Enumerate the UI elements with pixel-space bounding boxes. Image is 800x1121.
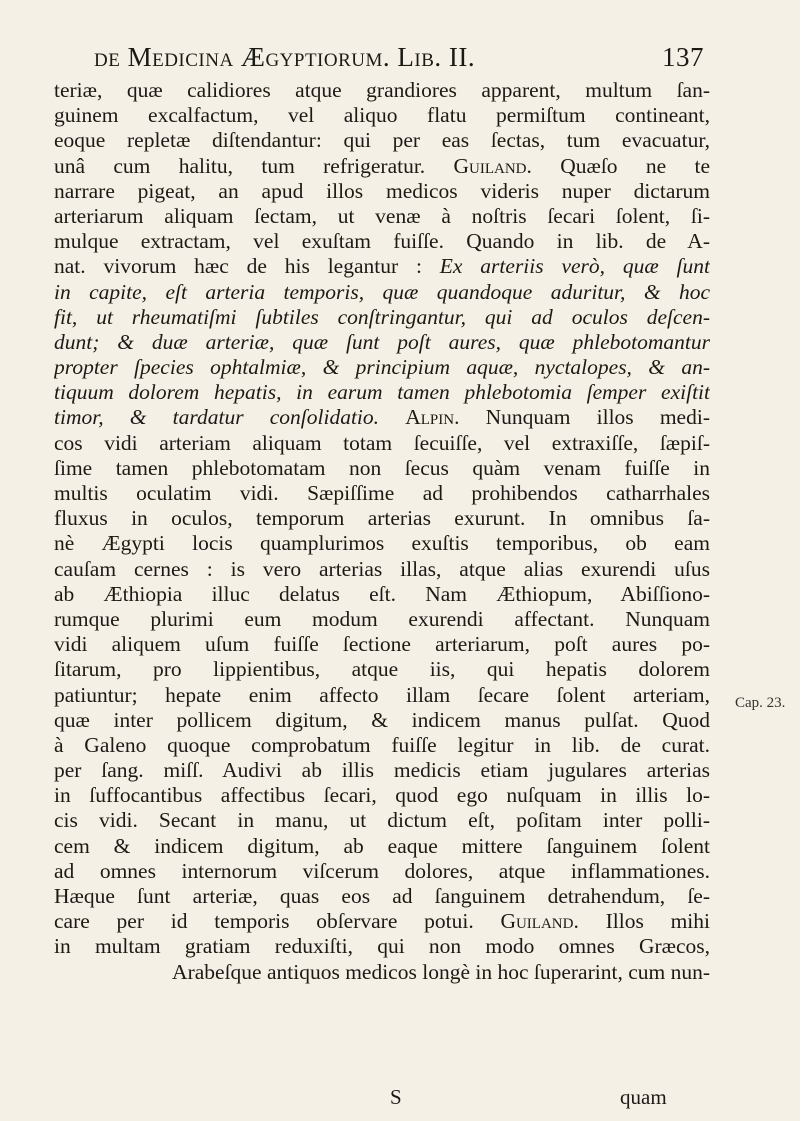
text-segment: nè Ægypti locis quamplurimos exuſtis temporibus, ob eam <box>54 531 710 556</box>
text-segment: rumque plurimi eum modum exurendi affectant. Nunquam <box>54 606 710 631</box>
text-line <box>54 758 710 783</box>
running-head-title: de Medicina Ægyptiorum. Lib. II. <box>94 42 476 72</box>
text-line <box>54 859 710 884</box>
text-segment: in ſuffocantibus affectibus ſecari, quod ego nuſquam in illis lo- <box>54 783 710 808</box>
text-line <box>54 154 710 179</box>
signature-mark: S <box>390 1085 402 1109</box>
text-line <box>54 380 710 405</box>
text-line <box>54 808 710 833</box>
speaker-name: Alpin. <box>405 405 460 430</box>
text-line <box>54 330 710 355</box>
catchword: quam <box>620 1085 667 1109</box>
text-segment: mulque extractam, vel exuſtam fuiſſe. Quando in lib. de A- <box>54 229 710 254</box>
text-segment: Ex arteriis verò, quæ ſunt <box>439 254 710 279</box>
text-line <box>54 128 710 153</box>
text-line <box>54 909 710 934</box>
speaker-name: Guiland. <box>453 153 532 178</box>
text-line <box>54 103 710 128</box>
text-segment: fluxus in oculos, temporum arterias exurunt. In omnibus ſa- <box>54 506 710 531</box>
page-number: 137 <box>662 42 704 72</box>
text-segment: propter ſpecies ophtalmiæ, & principium aquæ, nyctalopes, & an- <box>54 355 710 380</box>
text-line <box>54 431 710 456</box>
text-segment: ſime tamen phlebotomatam non ſecus quàm venam fuiſſe in <box>54 455 710 480</box>
text-line <box>54 204 710 229</box>
text-segment: Arabeſque antiquos medicos longè in hoc ſuperarint, cum nun- <box>172 959 710 984</box>
text-segment: quæ inter pollicem digitum, & indicem manus pulſat. Quod <box>54 707 710 732</box>
text-segment: ſitarum, pro lippientibus, atque iis, qui hepatis dolorem <box>54 657 710 682</box>
text-segment: tiquum dolorem hepatis, in earum tamen phlebotomia ſemper exiſtit <box>54 380 710 405</box>
text-segment: cis vidi. Secant in manu, ut dictum eſt, poſitam inter polli- <box>54 808 710 833</box>
text-segment: patiuntur; hepate enim affecto illam ſecare ſolent arteriam, <box>54 682 710 707</box>
text-line <box>54 733 710 758</box>
margin-note: Cap. 23. <box>735 695 786 711</box>
text-line <box>54 683 710 708</box>
text-line <box>54 834 710 859</box>
text-segment: ab Æthiopia illuc delatus eſt. Nam Æthiopum, Abiſſiono- <box>54 581 710 606</box>
text-segment: per ſang. miſſ. Audivi ab illis medicis etiam jugulares arterias <box>54 758 710 783</box>
text-line <box>54 229 710 254</box>
text-line <box>54 934 710 959</box>
text-line <box>54 456 710 481</box>
text-segment: guinem excalfactum, vel aliquo flatu permiſtum contineant, <box>54 103 710 128</box>
text-line <box>54 405 710 430</box>
text-line <box>54 355 710 380</box>
text-line <box>54 582 710 607</box>
text-segment: nat. vivorum hæc de his legantur : <box>54 254 440 279</box>
text-line <box>54 657 710 682</box>
text-segment: Hæque ſunt arteriæ, quas eos ad ſanguinem detrahendum, ſe- <box>54 884 710 908</box>
text-segment: cos vidi arteriam aliquam totam ſecuiſſe, vel extraxiſſe, ſæpiſ- <box>54 430 710 455</box>
running-head <box>94 42 704 78</box>
text-line <box>54 78 710 103</box>
text-segment: cauſam cernes : is vero arterias illas, atque alias exurendi uſus <box>54 556 710 581</box>
text-segment: narrare pigeat, an apud illos medicos videris nuper dictarum <box>54 178 710 203</box>
text-segment: teriæ, quæ calidiores atque grandiores apparent, multum ſan- <box>54 78 710 102</box>
text-line <box>54 280 710 305</box>
text-segment: Illos mihi <box>578 909 710 934</box>
text-line <box>54 884 710 909</box>
text-line <box>54 607 710 632</box>
text-line <box>54 305 710 330</box>
text-segment: ad omnes internorum viſcerum dolores, atque inflammationes. <box>54 858 710 883</box>
body-text <box>54 78 710 985</box>
text-segment: arteriarum aliquam ſectam, ut venæ à noſtris ſecari ſolent, ſi- <box>54 203 710 228</box>
text-segment: cem & indicem digitum, ab eaque mittere ſanguinem ſolent <box>54 833 710 858</box>
speaker-name: Guiland. <box>500 909 579 934</box>
text-segment: fit, ut rheumatiſmi ſubtiles conſtringantur, qui ad oculos deſcen- <box>54 304 710 329</box>
text-line <box>54 254 710 279</box>
text-line <box>54 960 710 985</box>
text-segment: eoque repletæ diſtendantur: qui per eas ſectas, tum evacuatur, <box>54 128 710 153</box>
text-line <box>54 506 710 531</box>
text-line <box>54 557 710 582</box>
text-segment: in multam gratiam reduxiſti, qui non modo omnes Græcos, <box>54 934 710 959</box>
text-line <box>54 481 710 506</box>
text-segment: Nunquam illos medi- <box>459 405 710 430</box>
text-line <box>54 708 710 733</box>
text-segment: dunt; & duæ arteriæ, quæ ſunt poſt aures, quæ phlebotomantur <box>54 329 710 354</box>
text-line <box>54 531 710 556</box>
text-segment: vidi aliquem uſum fuiſſe ſectione arteriarum, poſt aures po- <box>54 632 710 657</box>
text-line <box>54 179 710 204</box>
text-segment: care per id temporis obſervare potui. <box>54 909 501 934</box>
text-segment: Quæſo ne te <box>531 153 710 178</box>
text-segment: à Galeno quoque comprobatum fuiſſe legitur in lib. de curat. <box>54 732 710 757</box>
text-segment: unâ cum halitu, tum refrigeratur. <box>54 153 454 178</box>
text-segment: timor, & tardatur conſolidatio. <box>54 405 406 430</box>
text-line <box>54 783 710 808</box>
text-line <box>54 632 710 657</box>
text-segment: in capite, eſt arteria temporis, quæ quandoque aduritur, & hoc <box>54 279 710 304</box>
text-segment: multis oculatim vidi. Sæpiſſime ad prohibendos catharrhales <box>54 481 710 505</box>
